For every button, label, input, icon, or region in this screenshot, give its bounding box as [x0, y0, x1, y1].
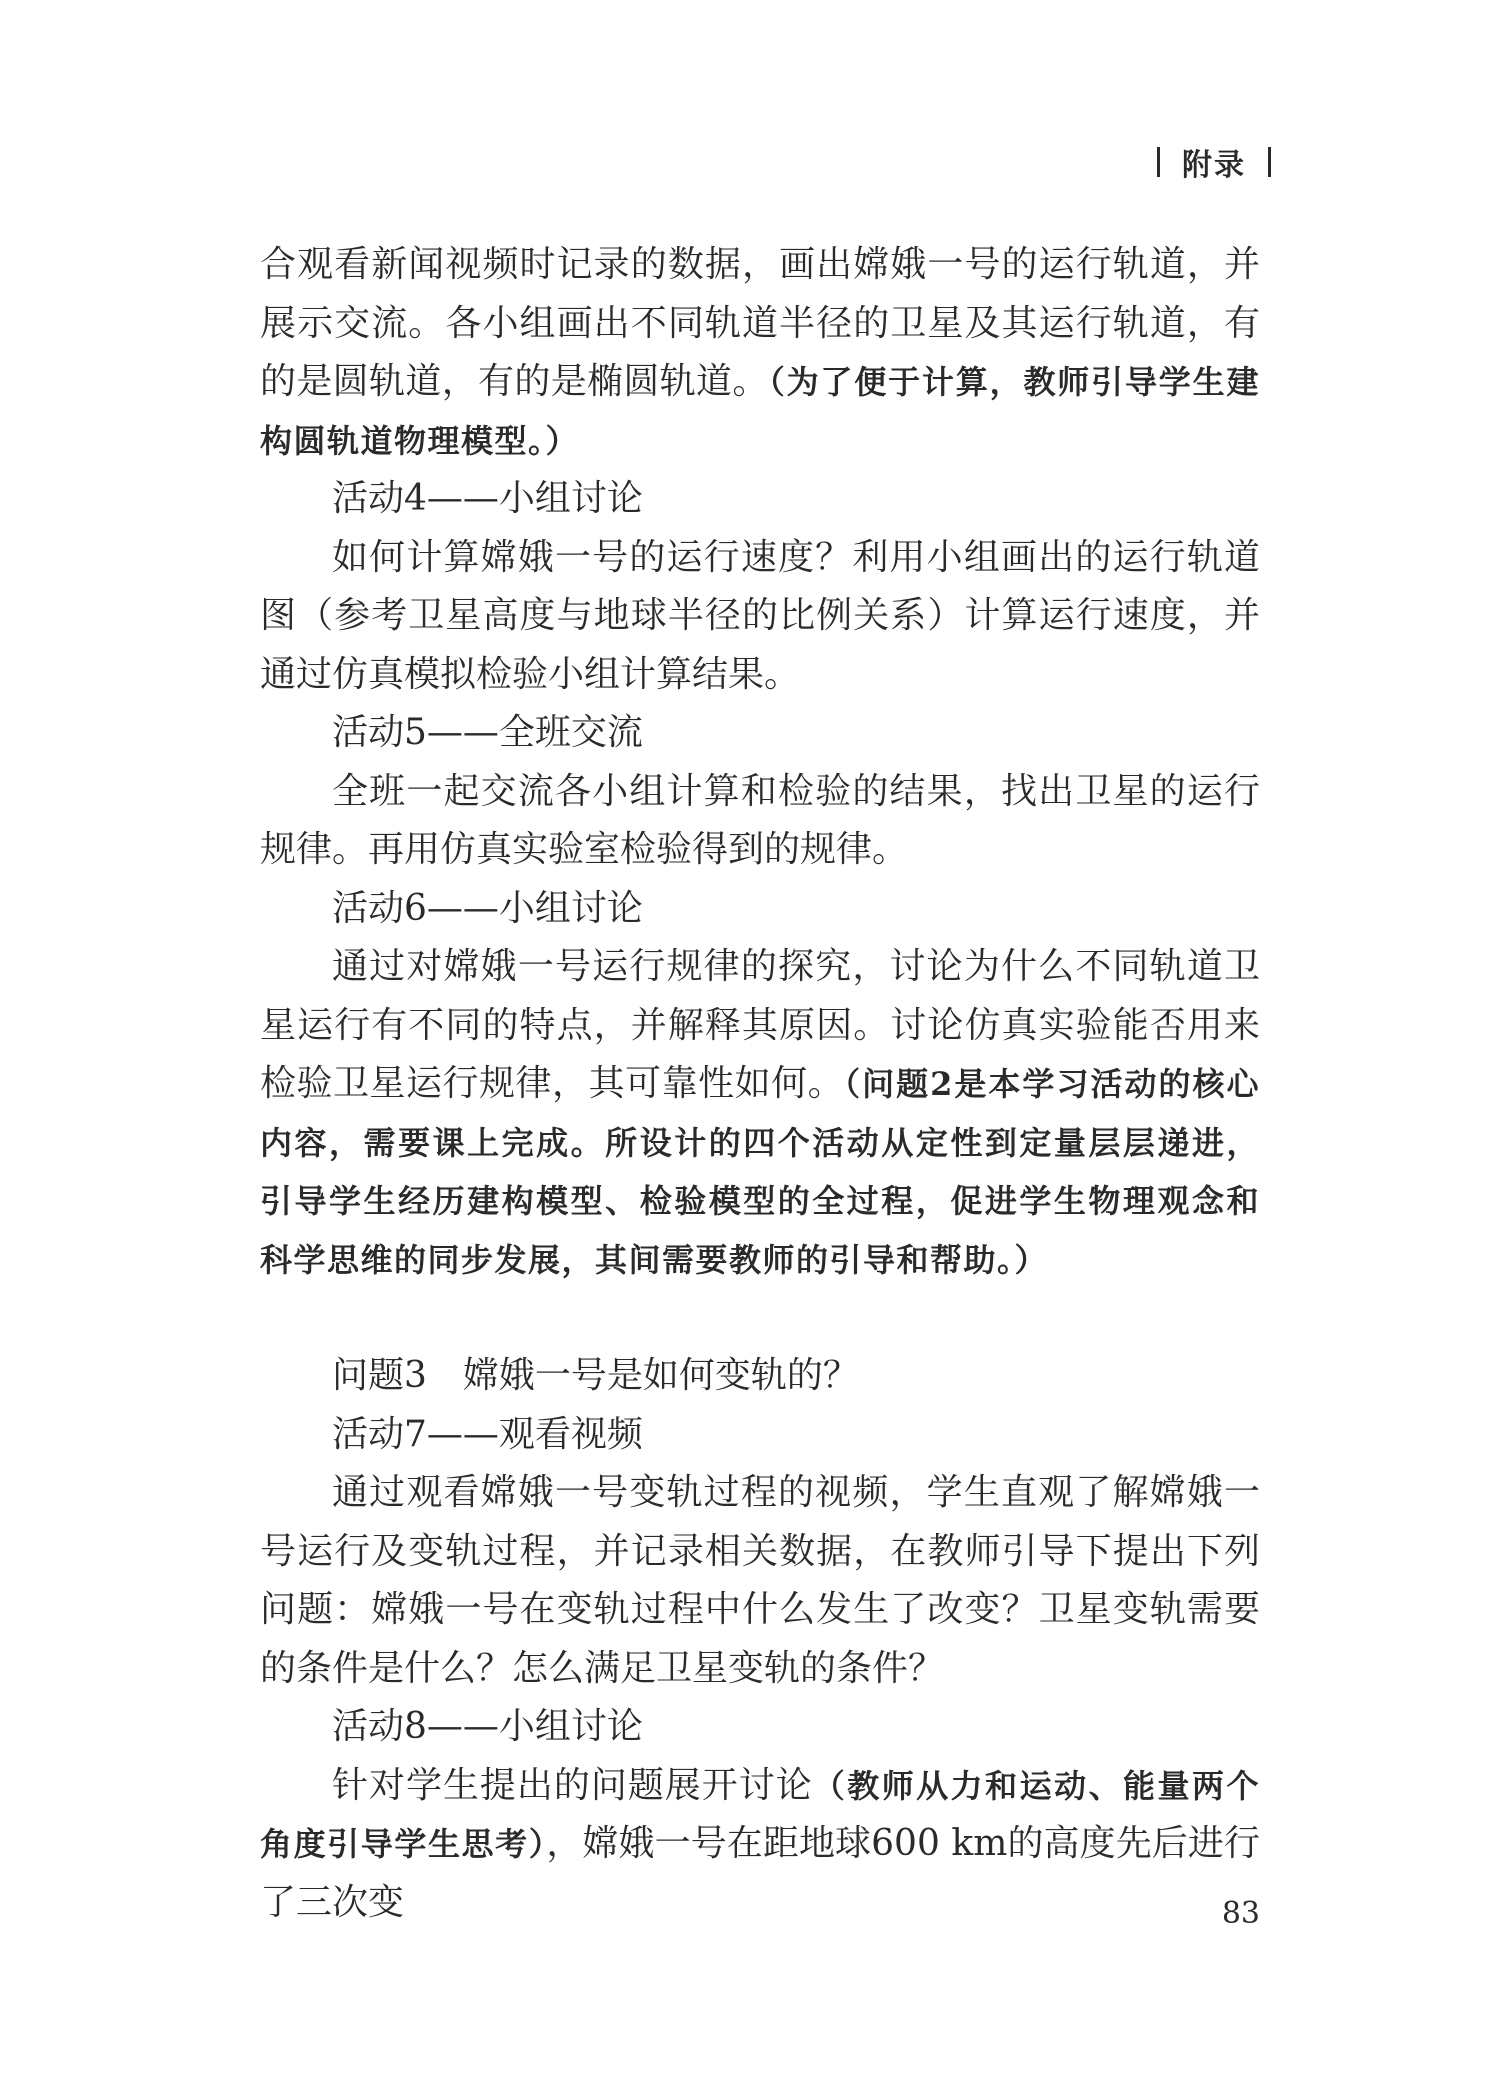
activity4-heading: 活动4——小组讨论 — [332, 478, 643, 519]
activity8-paragraph — [260, 1757, 1260, 1933]
activity8-heading: 活动8——小组讨论 — [332, 1706, 643, 1747]
activity7-paragraph: 通过观看嫦娥一号变轨过程的视频，学生直观了解嫦娥一号运行及变轨过程，并记录相关数据，在教师引导下提出下列问题：嫦娥一号在变轨过程中什么发生了改变？卫星变轨需要的条件是什么？怎么满足卫星变轨的条件？ — [260, 1472, 1260, 1689]
activity5-paragraph: 全班一起交流各小组计算和检验的结果，找出卫星的运行规律。再用仿真实验室检验得到的规律。 — [260, 770, 1260, 870]
paragraph-text: 通过对嫦娥一号运行规律的探究，讨论为什么不同轨道卫星运行有不同的特点，并解释其原因。讨论仿真实验能否用来检验卫星运行规律，其可靠性如何。 — [260, 946, 1260, 1104]
paragraph-continued — [260, 236, 1260, 470]
body-text — [260, 236, 1260, 1932]
activity7-heading: 活动7——观看视频 — [332, 1413, 643, 1455]
paragraph-text: 合观看新闻视频时记录的数据，画出嫦娥一号的运行轨道，并展示交流。各小组画出不同轨道半径的卫星及其运行轨道，有的是圆轨道，有的是椭圆轨道。 — [260, 244, 1260, 402]
running-header — [1157, 140, 1271, 184]
header-divider-right — [1268, 147, 1271, 177]
teaching-note: （教师从力和运动、能量两个角度引导学生思考） — [260, 1766, 1260, 1863]
header-divider-left — [1157, 147, 1160, 177]
activity6-paragraph — [260, 938, 1260, 1289]
section-gap — [260, 1289, 1260, 1347]
activity5-heading: 活动5——全班交流 — [332, 712, 643, 753]
teaching-note: （问题2是本学习活动的核心内容，需要课上完成。所设计的四个活动从定性到定量层层递进，引导学生经历建构模型、检验模型的全过程，促进学生物理观念和科学思维的同步发展，其间需要教师的引导和帮助。） — [260, 1065, 1260, 1279]
page-number: 83 — [1221, 1896, 1260, 1931]
teaching-note: （为了便于计算，教师引导学生建构圆轨道物理模型。） — [260, 363, 1260, 460]
header-title: 附录 — [1182, 148, 1246, 183]
paragraph-text-continued: ，嫦娥一号在距地球600 km的高度先后进行了三次变 — [260, 1823, 1260, 1923]
paragraph-text: 针对学生提出的问题展开讨论 — [332, 1764, 813, 1806]
activity4-paragraph: 如何计算嫦娥一号的运行速度？利用小组画出的运行轨道图（参考卫星高度与地球半径的比例关系）计算运行速度，并通过仿真模拟检验小组计算结果。 — [260, 536, 1260, 695]
question3-heading: 问题3 嫦娥一号是如何变轨的？ — [332, 1355, 859, 1396]
activity6-heading: 活动6——小组讨论 — [332, 887, 643, 929]
